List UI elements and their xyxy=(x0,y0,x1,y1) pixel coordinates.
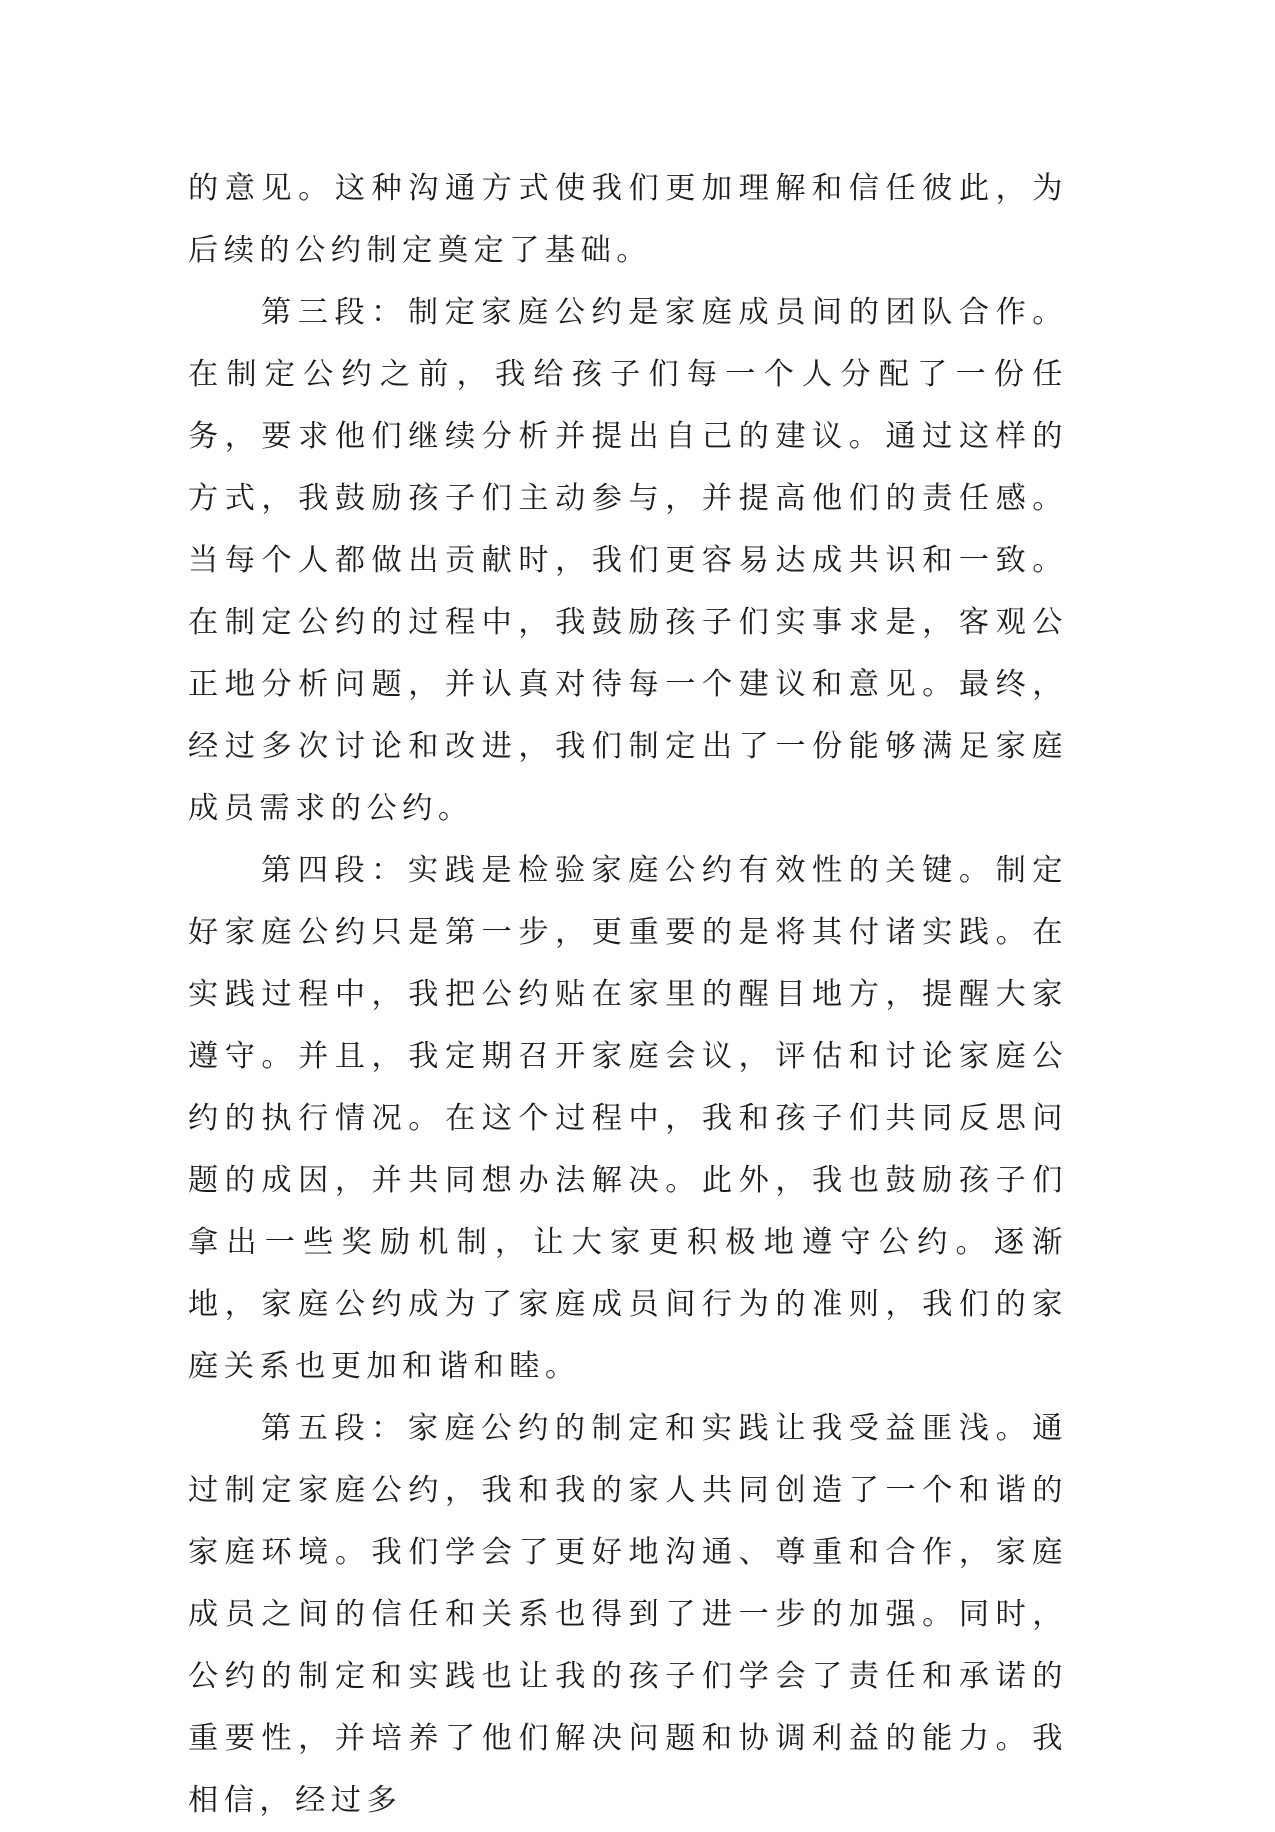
paragraph-section-5: 第五段：家庭公约的制定和实践让我受益匪浅。通过制定家庭公约，我和我的家人共同创造了一个和谐的家庭环境。我们学会了更好地沟通、尊重和合作，家庭成员之间的信任和关系也得到了进一步的加强。同时，公约的制定和实践也让我的孩子们学会了责任和承诺的重要性，并培养了他们解决问题和协调利益的能力。我相信，经过多 xyxy=(188,1411,1068,1818)
paragraph-continuation: 的意见。这种沟通方式使我们更加理解和信任彼此，为后续的公约制定奠定了基础。 xyxy=(188,171,1068,268)
document-body xyxy=(188,158,1068,1832)
paragraph-section-4: 第四段：实践是检验家庭公约有效性的关键。制定好家庭公约只是第一步，更重要的是将其付诸实践。在实践过程中，我把公约贴在家里的醒目地方，提醒大家遵守。并且，我定期召开家庭会议，评估和讨论家庭公约的执行情况。在这个过程中，我和孩子们共同反思问题的成因，并共同想办法解决。此外，我也鼓励孩子们拿出一些奖励机制，让大家更积极地遵守公约。逐渐地，家庭公约成为了家庭成员间行为的准则，我们的家庭关系也更加和谐和睦。 xyxy=(188,853,1068,1384)
paragraph-section-3: 第三段：制定家庭公约是家庭成员间的团队合作。在制定公约之前，我给孩子们每一个人分配了一份任务，要求他们继续分析并提出自己的建议。通过这样的方式，我鼓励孩子们主动参与，并提高他们的责任感。当每个人都做出贡献时，我们更容易达成共识和一致。在制定公约的过程中，我鼓励孩子们实事求是，客观公正地分析问题，并认真对待每一个建议和意见。最终，经过多次讨论和改进，我们制定出了一份能够满足家庭成员需求的公约。 xyxy=(188,295,1068,826)
